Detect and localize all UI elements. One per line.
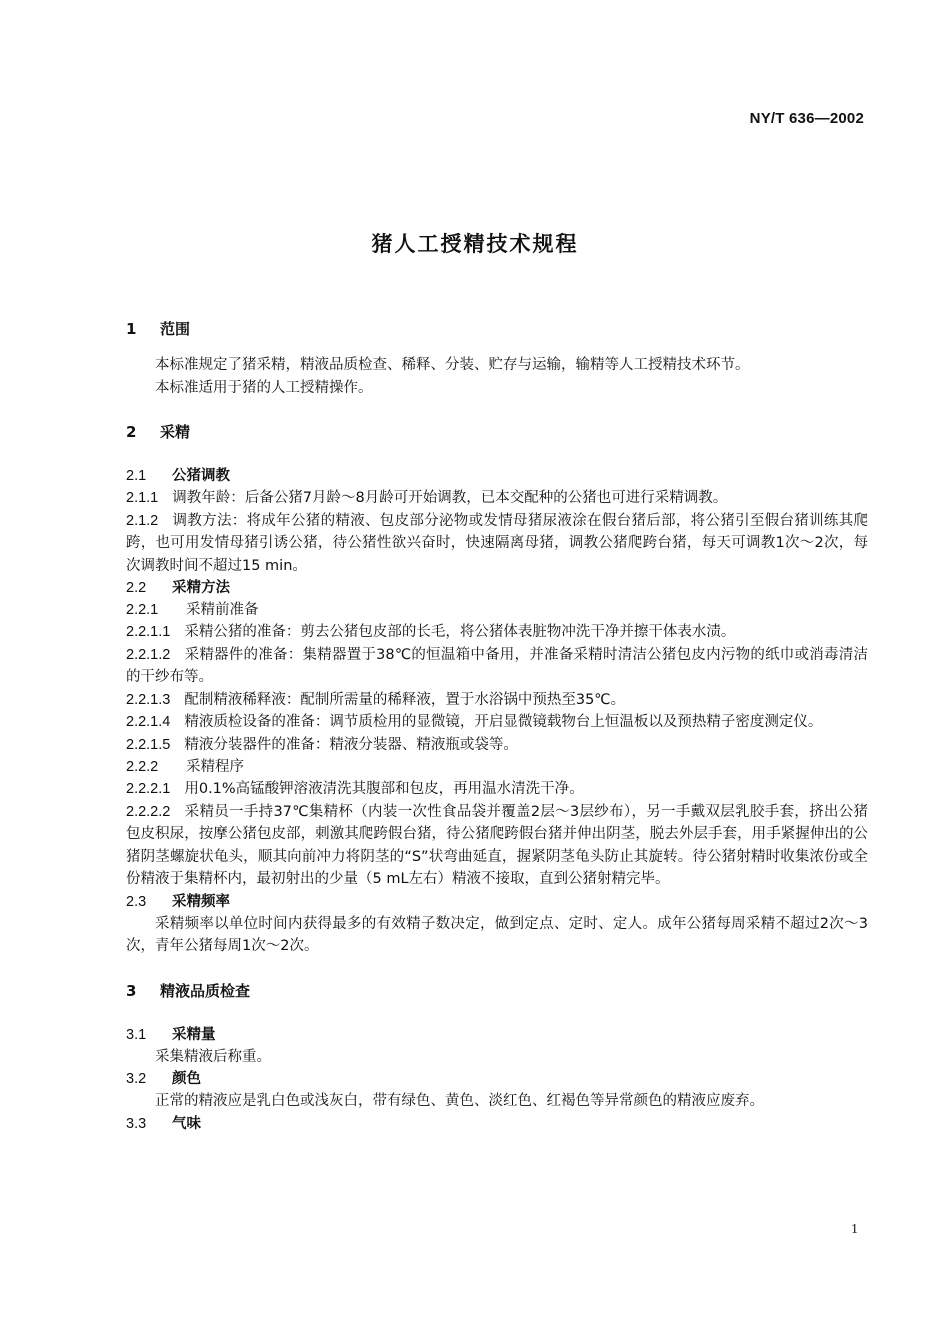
clause-item [126,644,868,689]
subsubsection-heading [126,756,868,778]
subsubsection-heading [126,599,868,621]
section-3-heading [126,980,868,1002]
page-number: 1 [851,1222,858,1237]
clause-item [126,487,868,510]
clause-text: 精液质检设备的准备：调节质检用的显微镜，开启显微镜载物台上恒温板以及预热精子密度测定仪。 [184,714,823,730]
clause-number: 2.2.2.2 [126,803,171,820]
document-body [126,318,868,1135]
clause-item [126,621,868,644]
section-1-heading [126,318,868,340]
subsection-heading [126,1024,868,1046]
section-title: 精液品质检查 [160,981,251,1000]
subsection-title: 颜色 [172,1071,201,1087]
subsection-title: 采精量 [172,1026,216,1043]
clause-number: 2.2.1.5 [126,736,171,753]
clause-number: 2.1.1 [126,490,159,506]
clause-text: 采精员一手持37℃集精杯（内装一次性食品袋并覆盖2层～3层纱布），另一手戴双层乳胶手套，挤出公猪包皮积尿，按摩公猪包皮部，刺激其爬跨假台猪，待公猪爬跨假台猪并伸出阴茎，脱去外层手套，用手紧握伸出的公猪阴茎螺旋状龟头，顺其向前冲力将阴茎的“S”状弯曲延直，握紧阴茎龟头防止其旋转。待公猪射精时收集浓份或全份精液于集精杯内，最初射出的少量（5 mL左右）精液不接取，直到公猪射精完毕。 [126,803,868,887]
clause-text: 精液分装器件的准备：精液分装器、精液瓶或袋等。 [184,736,518,753]
subsection-title: 公猪调教 [172,468,230,484]
subsection-number: 3.3 [126,1115,147,1132]
section-number: 3 [126,981,137,1000]
section-2-heading [126,421,868,443]
clause-number: 2.2.1.2 [126,646,171,663]
clause-item [126,510,868,578]
clause-number: 2.2.2.1 [126,781,171,797]
subsection-heading [126,891,868,913]
subsubsection-number: 2.2.2 [126,759,159,775]
paragraph: 采集精液后称重。 [155,1048,271,1065]
clause-item [126,734,868,757]
clause-number: 2.2.1.3 [126,691,171,708]
subsection-title: 气味 [172,1115,201,1132]
section-number: 2 [126,423,137,441]
subsection-number: 3.2 [126,1071,147,1087]
paragraph: 本标准适用于猪的人工授精操作。 [155,379,373,396]
subsection-heading [126,1113,868,1135]
clause-text: 配制精液稀释液：配制所需量的稀释液，置于水浴锅中预热至35℃。 [184,691,626,708]
subsection-number: 2.1 [126,468,147,484]
paragraph: 采精频率以单位时间内获得最多的有效精子数决定，做到定点、定时、定人。成年公猪每周采精不超过2次～3次，青年公猪每周1次～2次。 [126,915,868,954]
subsection-number: 2.3 [126,893,147,910]
clause-text: 调教年龄：后备公猪7月龄～8月龄可开始调教，已本交配种的公猪也可进行采精调教。 [172,490,728,506]
paragraph: 正常的精液应是乳白色或浅灰白，带有绿色、黄色、淡红色、红褐色等异常颜色的精液应废弃。 [155,1093,764,1109]
standard-code: NY/T 636—2002 [749,110,864,127]
section-number: 1 [126,320,137,338]
paragraph: 本标准规定了猪采精，精液品质检查、稀释、分装、贮存与运输，输精等人工授精技术环节。 [155,357,750,373]
subsection-number: 2.2 [126,580,147,596]
section-title: 范围 [160,320,191,338]
section-title: 采精 [160,423,191,441]
clause-number: 2.1.2 [126,512,159,529]
clause-text: 采精器件的准备：集精器置于38℃的恒温箱中备用，并准备采精时清洁公猪包皮内污物的纸巾或消毒清洁的干纱布等。 [126,646,868,685]
clause-item [126,801,868,891]
subsection-title: 采精频率 [172,893,230,910]
clause-text: 调教方法：将成年公猪的精液、包皮部分泌物或发情母猪尿液涂在假台猪后部，将公猪引至假台猪训练其爬跨，也可用发情母猪引诱公猪，待公猪性欲兴奋时，快速隔离母猪，调教公猪爬跨台猪，每天可调教1次～2次，每次调教时间不超过15 min。 [126,512,868,574]
clause-number: 2.2.1.4 [126,714,171,730]
clause-item [126,778,868,801]
clause-item [126,711,868,734]
subsubsection-number: 2.2.1 [126,602,159,618]
document-title: 猪人工授精技术规程 [371,232,579,256]
subsection-heading [126,577,868,599]
clause-text: 用0.1%高锰酸钾溶液清洗其腹部和包皮，再用温水清洗干净。 [184,781,584,797]
subsubsection-title: 采精程序 [186,759,244,775]
subsection-number: 3.1 [126,1026,147,1043]
clause-number: 2.2.1.1 [126,624,171,640]
subsection-title: 采精方法 [172,580,230,596]
subsection-heading [126,465,868,487]
clause-text: 采精公猪的准备：剪去公猪包皮部的长毛，将公猪体表脏物冲洗干净并擦干体表水渍。 [184,624,736,640]
subsection-heading [126,1068,868,1090]
subsubsection-title: 采精前准备 [186,602,259,618]
clause-item [126,689,868,712]
